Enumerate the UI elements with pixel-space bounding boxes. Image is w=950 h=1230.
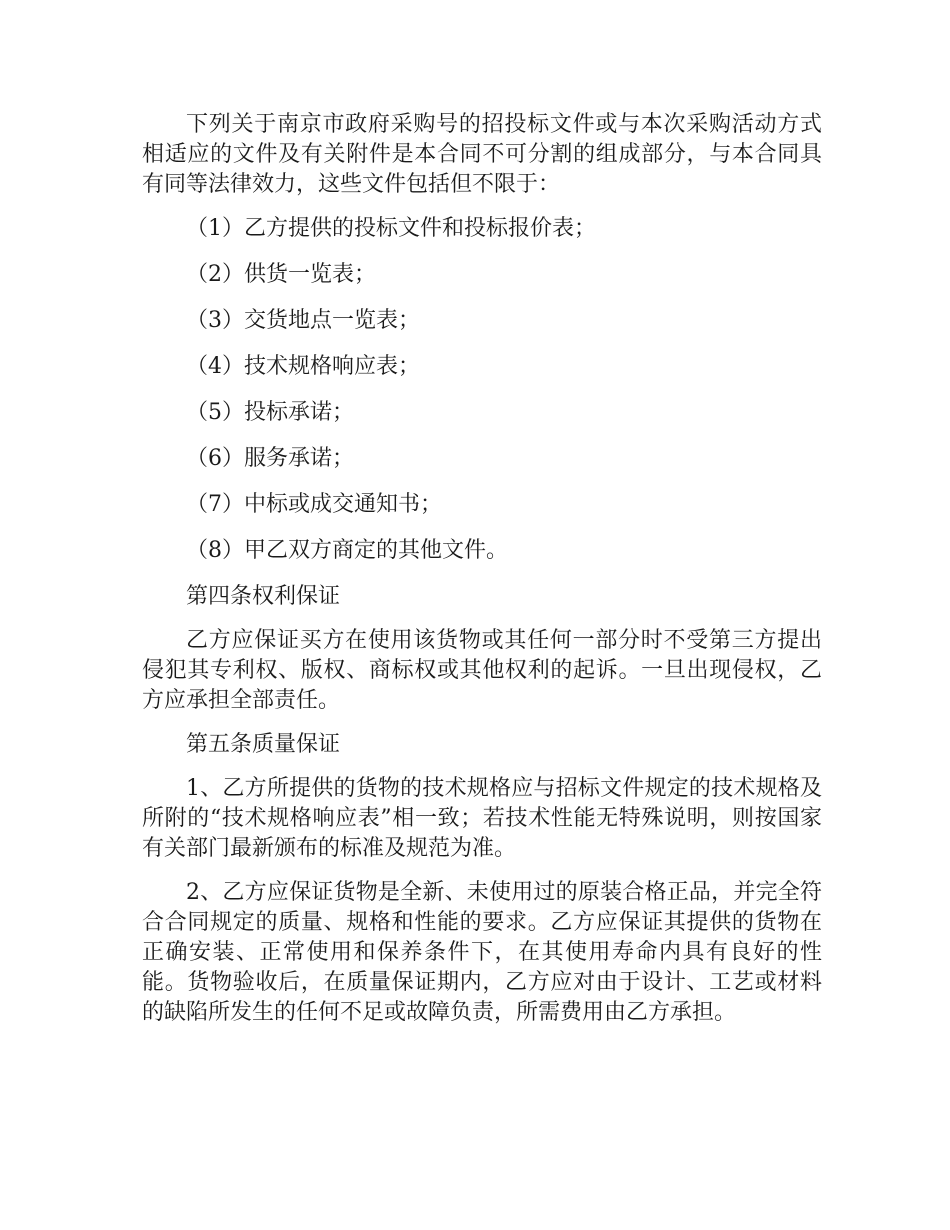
section5-paragraph-1: 1、乙方所提供的货物的技术规格应与招标文件规定的技术规格及所附的“技术规格响应表”相一致；若技术性能无特殊说明，则按国家有关部门最新颁布的标准及规范为准。 [142, 776, 822, 861]
list-item: （2）供货一览表； [186, 262, 376, 287]
list-item: （8）甲乙双方商定的其他文件。 [186, 538, 508, 563]
list-item: （1）乙方提供的投标文件和投标报价表； [186, 216, 596, 241]
list-item: （6）服务承诺； [186, 446, 354, 471]
list-item: （4）技术规格响应表； [186, 354, 420, 379]
section4-heading: 第四条权利保证 [186, 584, 341, 609]
section5-heading: 第五条质量保证 [186, 732, 341, 757]
document-body [142, 110, 822, 1042]
list-item: （5）投标承诺； [186, 400, 354, 425]
section4-paragraph: 乙方应保证买方在使用该货物或其任何一部分时不受第三方提出侵犯其专利权、版权、商标权或其他权利的起诉。一旦出现侵权，乙方应承担全部责任。 [142, 628, 822, 713]
list-item: （7）中标或成交通知书； [186, 492, 442, 517]
intro-paragraph: 下列关于南京市政府采购号的招投标文件或与本次采购活动方式相适应的文件及有关附件是本合同不可分割的组成部分，与本合同具有同等法律效力，这些文件包括但不限于： [142, 112, 822, 197]
section5-paragraph-2: 2、乙方应保证货物是全新、未使用过的原装合格正品，并完全符合合同规定的质量、规格和性能的要求。乙方应保证其提供的货物在正确安装、正常使用和保养条件下，在其使用寿命内具有良好的性能。货物验收后，在质量保证期内，乙方应对由于设计、工艺或材料的缺陷所发生的任何不足或故障负责，所需费用由乙方承担。 [142, 880, 822, 1025]
list-item: （3）交货地点一览表； [186, 308, 420, 333]
